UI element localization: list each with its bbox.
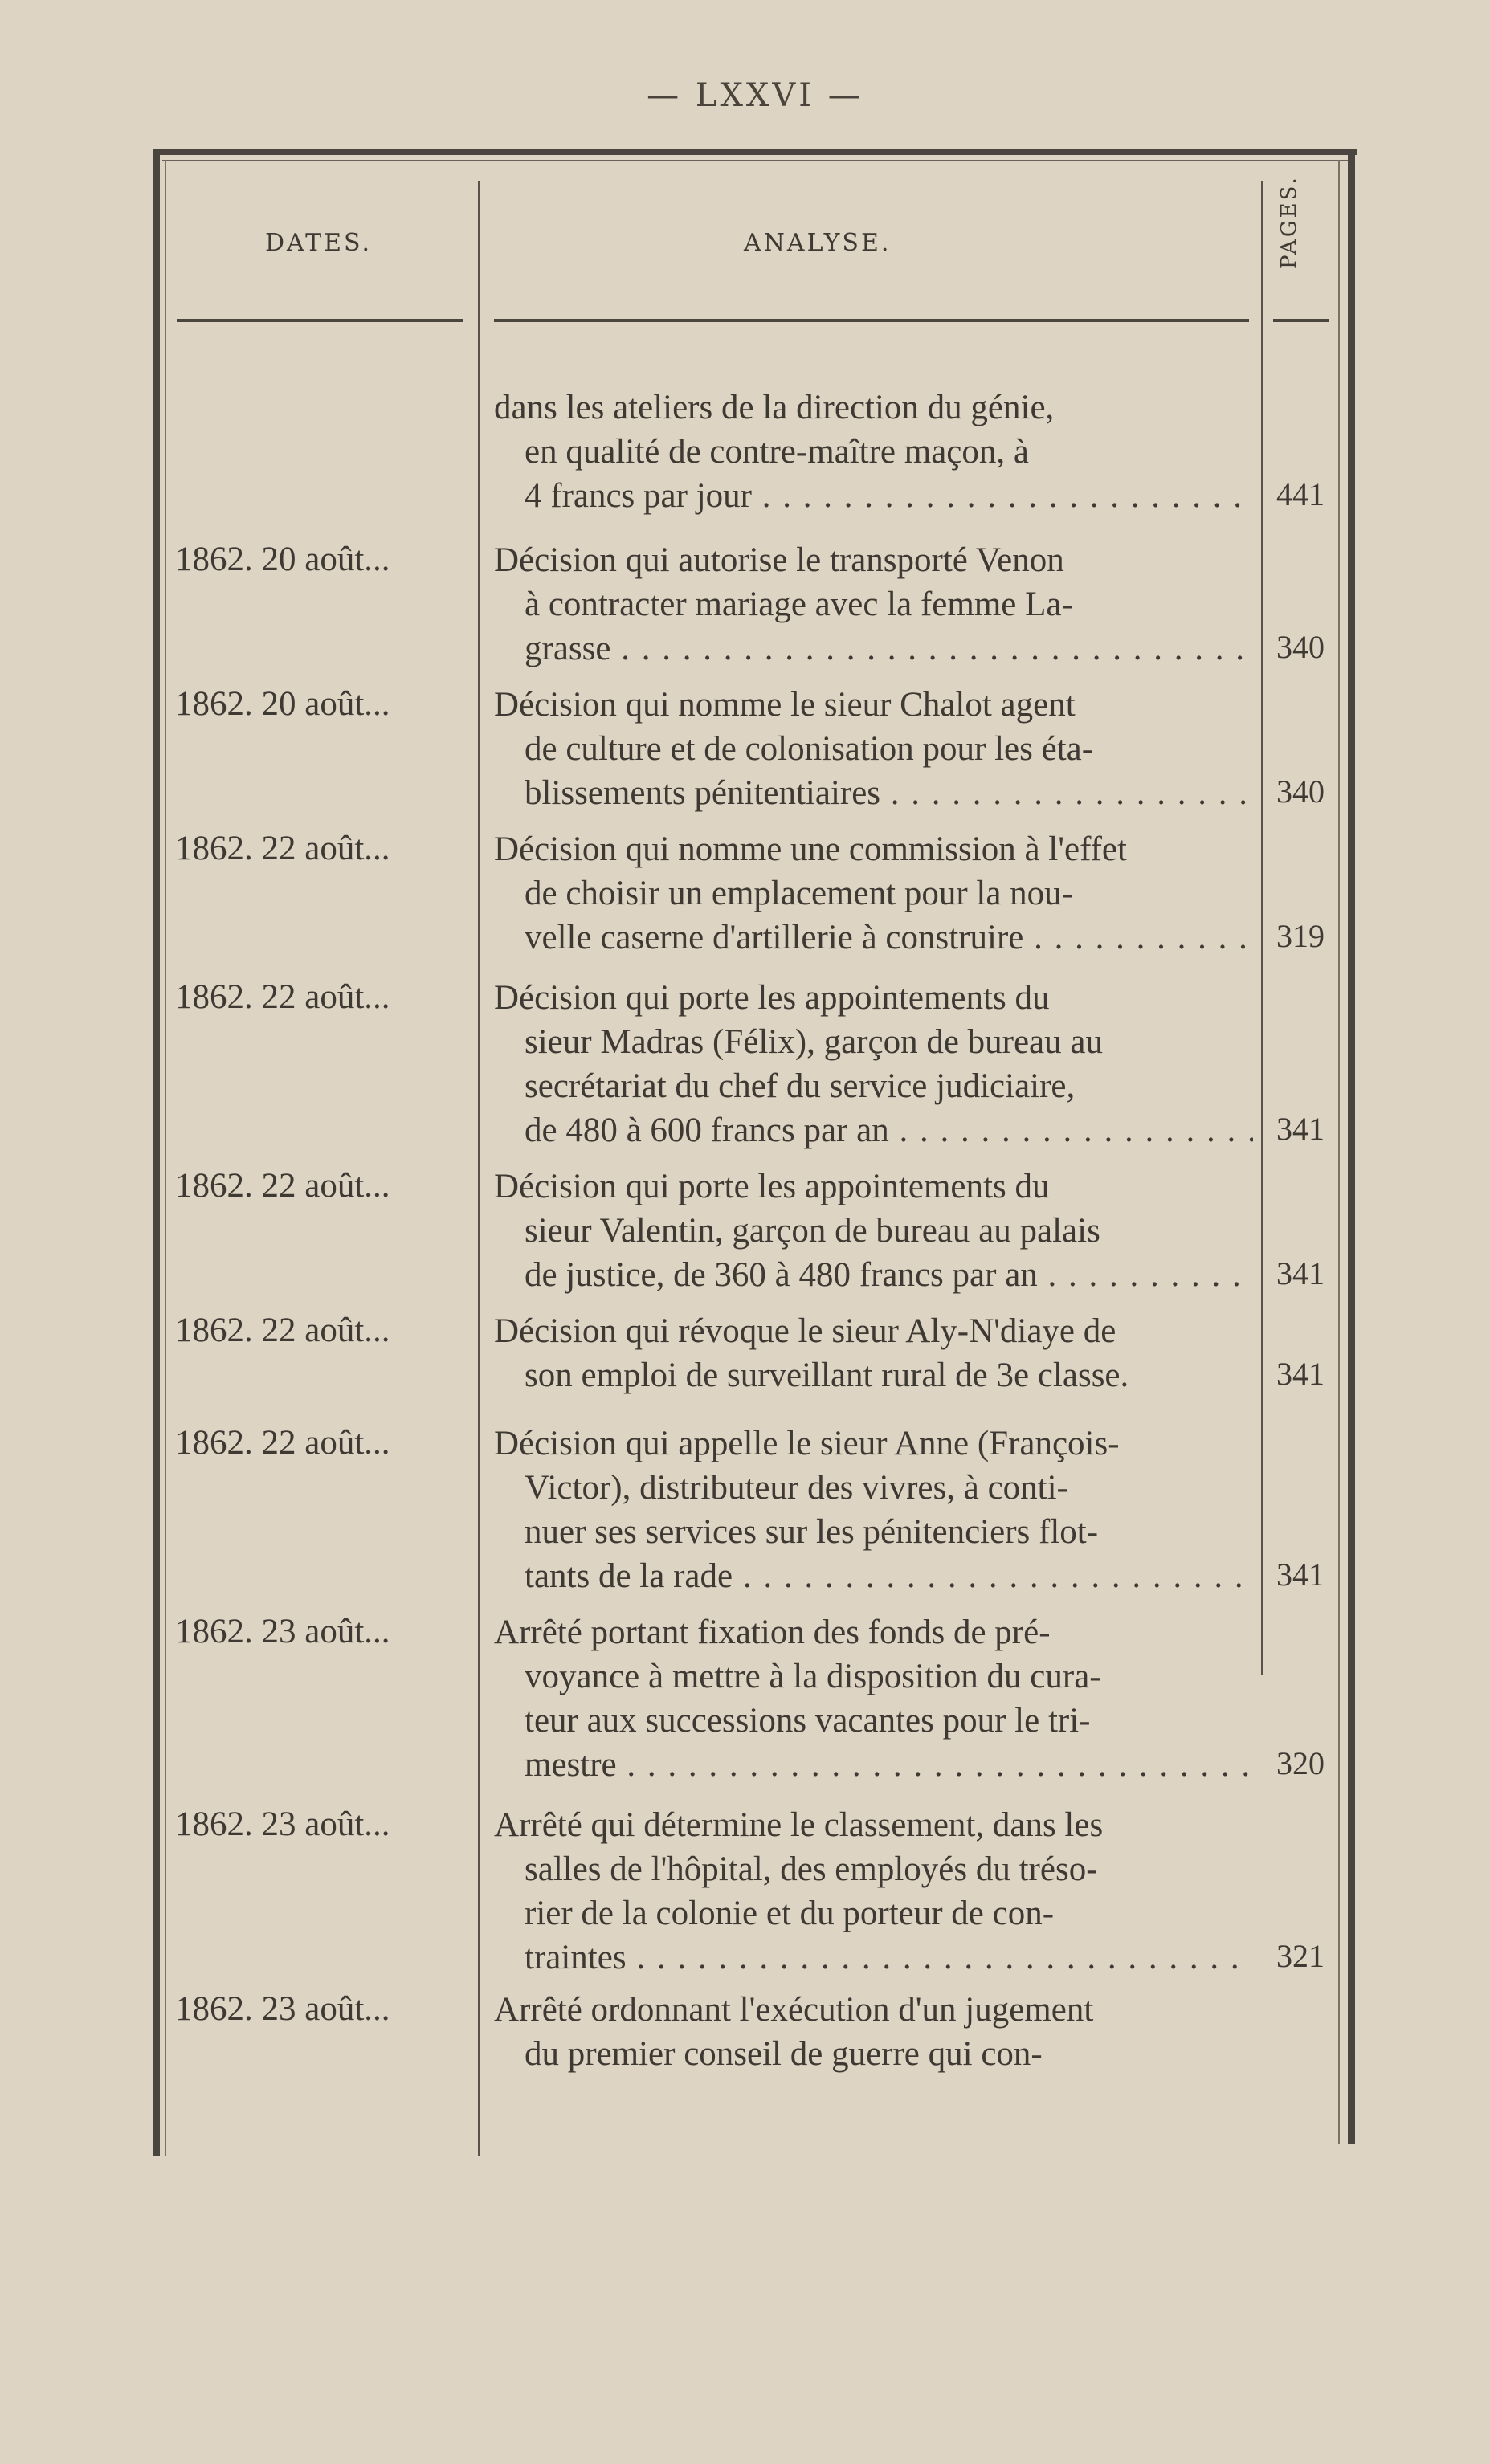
analysis-line: Arrêté qui détermine le classement, dans les xyxy=(494,1806,1104,1844)
analysis-line: salles de l'hôpital, des employés du tréso- xyxy=(525,1850,1098,1888)
entry-analysis xyxy=(494,1422,1253,1598)
table-right-border xyxy=(1348,149,1355,2144)
entry-analysis xyxy=(494,976,1253,1152)
entry-date: 1862. 23 août... xyxy=(175,1990,390,2028)
analysis-line: rier de la colonie et du porteur de con- xyxy=(525,1895,1055,1932)
analysis-line: Décision qui porte les appointements du xyxy=(494,1168,1050,1205)
entry-page-number: 320 xyxy=(1276,1745,1325,1781)
entry-date: 1862. 22 août... xyxy=(175,1424,390,1462)
entry-date: 1862. 22 août... xyxy=(175,978,390,1016)
entry-date: 1862. 23 août... xyxy=(175,1613,390,1650)
entry-analysis xyxy=(494,1309,1253,1397)
analysis-line: 4 francs par jour . . . xyxy=(494,474,1253,518)
header-rule-analyse xyxy=(494,319,1249,322)
entry-page-number: 341 xyxy=(1276,1255,1325,1291)
entry-page-number: 341 xyxy=(1276,1556,1325,1593)
entry-page-number: 319 xyxy=(1276,918,1325,954)
entry-date: 1862. 22 août... xyxy=(175,1312,390,1349)
analysis-line: nuer ses services sur les pénitenciers flot- xyxy=(525,1513,1099,1551)
entry-analysis xyxy=(494,538,1253,671)
analysis-line: du premier conseil de guerre qui con- xyxy=(525,2035,1043,2073)
column-header-dates: DATES. xyxy=(265,229,373,257)
entry-analysis xyxy=(494,1610,1253,1787)
analysis-line: grasse . . . xyxy=(494,626,1253,671)
analysis-line: Décision qui nomme une commission à l'effet xyxy=(494,830,1127,868)
entry-date: 1862. 20 août... xyxy=(175,541,390,578)
entry-page-number: 340 xyxy=(1276,773,1325,810)
entry-page-number: 321 xyxy=(1276,1938,1325,1974)
entry-analysis xyxy=(494,683,1253,815)
table-top-border xyxy=(153,149,1357,155)
analysis-line: teur aux successions vacantes pour le tri- xyxy=(525,1702,1091,1740)
entry-analysis xyxy=(494,827,1253,960)
column-divider-pages xyxy=(1261,181,1263,1675)
entry-page-number: 340 xyxy=(1276,629,1325,665)
analysis-line: dans les ateliers de la direction du génie, xyxy=(494,389,1055,426)
entry-page-number: 341 xyxy=(1276,1356,1325,1392)
analysis-line: en qualité de contre-maître maçon, à xyxy=(525,433,1029,471)
table-left-border xyxy=(153,149,160,2156)
entry-page-number: 341 xyxy=(1276,1111,1325,1147)
analysis-line: Décision qui porte les appointements du xyxy=(494,979,1050,1017)
entry-date: 1862. 22 août... xyxy=(175,830,390,867)
entry-date: 1862. 23 août... xyxy=(175,1805,390,1843)
analysis-line: Arrêté portant fixation des fonds de pré- xyxy=(494,1613,1051,1651)
header-rule-pages xyxy=(1273,319,1329,322)
analysis-line: Décision qui révoque le sieur Aly-N'diaye de xyxy=(494,1312,1116,1350)
table-top-border-inner xyxy=(162,160,1351,161)
analysis-line: blissements pénitentiaires . . . xyxy=(494,771,1253,815)
table-right-border-inner xyxy=(1338,160,1340,2144)
entry-analysis xyxy=(494,386,1253,518)
analysis-line: à contracter mariage avec la femme La- xyxy=(525,585,1073,623)
analysis-line: Décision qui appelle le sieur Anne (François- xyxy=(494,1425,1120,1462)
analysis-line: velle caserne d'artillerie à construire . . . xyxy=(494,916,1253,960)
analysis-line: son emploi de surveillant rural de 3e classe. xyxy=(525,1356,1129,1394)
analysis-line: Victor), distributeur des vivres, à conti- xyxy=(525,1469,1068,1507)
analysis-line: Décision qui nomme le sieur Chalot agent xyxy=(494,686,1076,724)
table-left-border-inner xyxy=(165,160,166,2156)
header-rule-dates xyxy=(177,319,463,322)
analysis-line: tants de la rade . . . xyxy=(494,1554,1253,1598)
entry-analysis xyxy=(494,1803,1253,1980)
analysis-line: secrétariat du chef du service judiciaire, xyxy=(525,1067,1076,1105)
entry-date: 1862. 20 août... xyxy=(175,685,390,723)
entry-analysis xyxy=(494,1988,1253,2076)
analysis-line: Arrêté ordonnant l'exécution d'un jugement xyxy=(494,1991,1094,2029)
column-header-analyse: ANALYSE. xyxy=(744,229,892,257)
analysis-line: traintes . . . xyxy=(494,1936,1253,1980)
entry-analysis xyxy=(494,1165,1253,1297)
analysis-line: sieur Valentin, garçon de bureau au palais xyxy=(525,1212,1100,1250)
analysis-line: de choisir un emplacement pour la nou- xyxy=(525,875,1074,912)
analysis-line: sieur Madras (Félix), garçon de bureau au xyxy=(525,1023,1103,1061)
analysis-line: de culture et de colonisation pour les éta- xyxy=(525,730,1094,768)
entry-page-number: 441 xyxy=(1276,476,1325,512)
page-number-header: — LXXVI — xyxy=(647,77,863,114)
column-header-pages: PAGES. xyxy=(1277,175,1301,269)
analysis-line: de justice, de 360 à 480 francs par an . . . xyxy=(494,1253,1253,1297)
analysis-line: Décision qui autorise le transporté Venon xyxy=(494,541,1064,579)
entry-date: 1862. 22 août... xyxy=(175,1167,390,1205)
analysis-line: mestre . . . xyxy=(494,1743,1253,1787)
index-table xyxy=(153,149,1357,2160)
analysis-line: de 480 à 600 francs par an . . . xyxy=(494,1108,1253,1152)
analysis-line: voyance à mettre à la disposition du cura- xyxy=(525,1658,1101,1695)
